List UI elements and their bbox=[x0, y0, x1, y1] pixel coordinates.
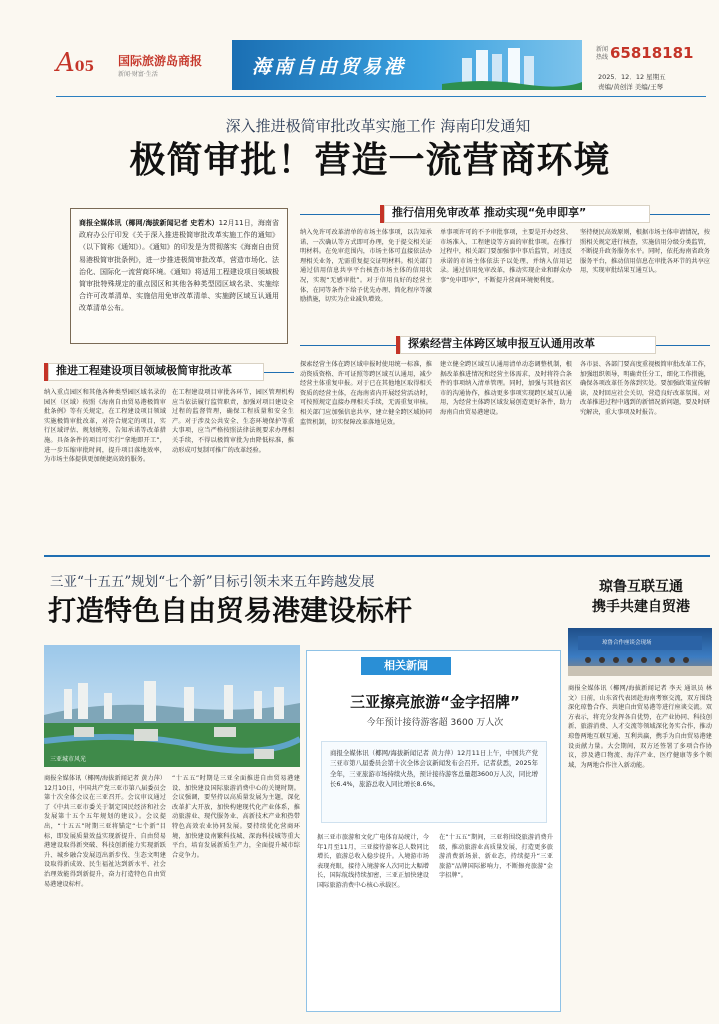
story2-col1: 商报全媒体讯（椰网/海拔新闻记者 黄力萍）12月10日，中国共产党三亚市第八届委员会第十次全体会议在三亚召开。会议审议通过了《中共三亚市委关于制定国民经济和社会发展第十五个五年规划的建议》。会议提出，“十五五”时期三亚将锚定“七个新”目标，即发展质量效益实现新提升、自由贸易港建设取得新突破、科技创新能力实现新跃升、城乡融合发展迈出新步伐、生态文明建设取得新成效、民生福祉达到新水平、社会治理效能得到新提升，奋力打造特色自由贸易港建设标杆。 bbox=[44, 775, 166, 888]
page-number-digits: 05 bbox=[74, 59, 95, 75]
paper-logo bbox=[118, 52, 228, 82]
story2-photo-label: 三亚城市风光 bbox=[50, 756, 87, 763]
story1-headline: 极简审批！营造一流营商环境 bbox=[129, 140, 611, 181]
hotline-label-1: 新闻 bbox=[596, 46, 609, 53]
story2-photo bbox=[44, 645, 300, 767]
masthead-rule bbox=[56, 96, 706, 97]
issue-date: 2025．12．12 星期五 bbox=[598, 73, 666, 81]
story1-lead-text: 12月11日，海南省政府办公厅印发《关于深入推进极简审批改革实施工作的通知》（以下简称《通知》）。《通知》的印发是为贯彻落实《海南自由贸易港极简审批条例》，进一步推进极简审批改革，营造市场化、法治化、国际化一流营商环境。《通知》将适用工程建设项目领域极简审批特殊规定的重点园区和其他各种类型园区域名录、实施综合许可改革清单、实施信用免审改革清单、实施跨区域互认通用改革清单公布。 bbox=[79, 219, 279, 313]
side-headline-2: 携手共建自贸港 bbox=[592, 599, 690, 615]
story1-subheadline: 深入推进极简审批改革实施工作 海南印发通知 bbox=[225, 117, 531, 135]
section-b-heading: 推进工程建设项目领域极简审批改革 bbox=[44, 363, 264, 381]
related-subtitle: 今年预计接待游客超 3600 万人次 bbox=[366, 718, 504, 728]
section-a-col1: 纳入免许可改革清单的市场主体事项，以告知承诺、一次确认等方式即可办理，免于提交相关证明材料。在免审范围内，市场主体可直接依法办理相关业务，无需重复提交证明材料。相关部门通过信用信息共享平台核查市场主体的信用状况，实现“无感审批”。对于信用良好的经营主体，在同等条件下给予优先办理、简化程序等激励措施，切实为企业减负增效。 bbox=[300, 229, 432, 304]
related-news-tag: 相关新闻 bbox=[361, 657, 451, 675]
hotline bbox=[596, 44, 716, 64]
section-a-heading: 推行信用免审改革 推动实现“免申即享” bbox=[380, 205, 650, 223]
story2-headline: 打造特色自由贸易港建设标杆 bbox=[48, 594, 413, 627]
city-skyline-image bbox=[44, 645, 300, 767]
story2-subheadline: 三亚“十五五”规划“七个新”目标引领未来五年跨越发展 bbox=[50, 574, 375, 590]
editors: 责编/黄创洋 美编/王琴 bbox=[598, 83, 663, 91]
side-headline-1: 琼鲁互联互通 bbox=[599, 579, 683, 595]
paper-slogan: 新闻·财富·生活 bbox=[118, 71, 158, 78]
section-b-col2: 在工程建设项目审批各环节，园区管理机构应当依法履行监管职责，加强对项目建设全过程的监督管理，确保工程质量和安全生产。对于涉及公共安全、生态环境保护等重大事项，应当严格按照法律法规要求办理相关手续，不得以极简审批为由降低标准，推动形成可复制可推广的改革经验。 bbox=[172, 389, 294, 454]
side-photo bbox=[568, 628, 712, 676]
side-photo-caption: 琼鲁合作座谈会现场 bbox=[602, 640, 652, 646]
masthead bbox=[0, 0, 719, 104]
related-news-box bbox=[306, 650, 561, 1012]
page-number bbox=[56, 48, 116, 88]
story-divider bbox=[44, 555, 710, 557]
story1-lead-box bbox=[70, 208, 288, 344]
section-a-col3: 坚持便民高效原则，根据市场主体申请情况，按照相关规定进行核查，实施信用分级分类监管，不断提升政务服务水平。同时，依托海南省政务服务平台，推动信用信息在审批各环节的共享应用，实现审批结果互通互认。 bbox=[580, 229, 710, 275]
section-b-col1: 纳入重点园区和其他各种类型园区域名录的园区（区域）按照《海南自由贸易港极简审批条例》等有关规定，在工程建设项目领域实施极简审批改革，对符合规定的项目，实行区域评估、规划统筹、告知承诺等改革措施。具备条件的项目可实行“拿地即开工”，进一步压缩审批时间，提升项目落地效率，为市场主体提供更加便捷高效的服务。 bbox=[44, 389, 166, 464]
side-text: 商报全媒体讯（椰网/海拔新闻记者 李天 通讯员 林文）日前，山东省代表团赴海南考察交流，双方围绕深化琼鲁合作、共建自由贸易港等进行座谈交流。双方表示，将充分发挥各自优势，在产业协同、科技创新、旅游消费、人才交流等领域深化务实合作，推动琼鲁两地互联互通、互利共赢，携手为自由贸易港建设贡献力量。大会期间，双方还签署了多项合作协议，涉及港口物流、海洋产业、医疗健康等多个领域，为两地合作注入新动能。 bbox=[568, 685, 712, 769]
section-c-col3: 各市县、各部门要高度重视极简审批改革工作，加强组织领导，明确责任分工，细化工作措施，确保各项改革任务落到实处。要加强政策宣传解读，及时回应社会关切，营造良好改革氛围。对改革推进过程中遇到的新情况新问题，要及时研究解决，重大事项及时报告。 bbox=[580, 361, 710, 416]
hotline-label-2: 热线 bbox=[596, 54, 609, 61]
section-a-col2: 单事项许可的不予审批事项，主要是开办经营、市场准入、工程建设等方面的审批事项。在推行过程中，相关部门要加强事中事后监管，对违反承诺的市场主体依法予以处理，并纳入信用记录。通过信用免审改革，推动实现企业和群众办事“免申即享”，不断提升营商环境便利度。 bbox=[440, 229, 572, 284]
banner bbox=[232, 40, 582, 90]
related-col2: 在“十五五”期间，三亚将围绕旅游消费升级，推动旅游业高质量发展，打造更多旅游消费新场景、新业态，持续提升“三亚旅游”品牌国际影响力，不断擦亮旅游“金字招牌”。 bbox=[439, 834, 553, 880]
section-c-col2: 建立健全跨区域互认通用清单动态调整机制，根据改革推进情况和经营主体需求，及时将符合条件的事项纳入清单管理。同时，加强与其他省区市的沟通协作，推动更多事项实现跨区域互认通用，为经营主体跨区域发展创造更好条件，助力海南自由贸易港建设。 bbox=[440, 361, 572, 416]
related-headline: 三亚擦亮旅游“金字招牌” bbox=[350, 693, 520, 711]
page-letter: A bbox=[56, 48, 75, 78]
story2-col2: “十五五”时期是三亚全面推进自由贸易港建设、加快建设国际旅游消费中心的关键时期。会议强调，要坚持以高质量发展为主题，深化改革扩大开放，加快构建现代化产业体系，推动旅游业、现代服务业、高新技术产业和热带特色高效农业协同发展。要持续优化营商环境，加快建设南繁科技城、深海科技城等重大平台，培育发展新质生产力，全面提升城市综合竞争力。 bbox=[172, 775, 300, 859]
related-lead: 商报全媒体讯（椰网/海拔新闻记者 黄力萍）12月11日上午，中国共产党三亚市第八届委员会第十次全体会议新闻发布会召开。记者获悉，2025年全年，三亚旅游市场持续火热，预计接待游客总量超3600万人次，同比增长6.4%，旅游总收入同比增长8.6%。 bbox=[321, 741, 547, 823]
meeting-photo-image bbox=[568, 628, 712, 676]
section-c-col1: 探索经营主体在跨区域申报时使用统一标准，推动资质资格、许可证照等跨区域互认通用，减少经营主体重复申报。对于已在其他地区取得相关资质的经营主体，在海南省内开展经营活动时，可按照规定直接办理相关手续，无需重复审核。相关部门应加强信息共享，建立健全跨区域协同监管机制，切实保障改革落地见效。 bbox=[300, 361, 432, 426]
related-col1: 据三亚市旅游和文化广电体育局统计，今年1月至11月，三亚接待游客总人数同比增长，旅游总收入稳步提升。入境游市场表现亮眼，接待入境游客人次同比大幅增长，国际航线持续加密，三亚正加快建设国际旅游消费中心核心承载区。 bbox=[317, 834, 429, 889]
story1-lead-byline: 商报全媒体讯（椰网/海拔新闻记者 史若木） bbox=[79, 219, 219, 227]
section-c-heading: 探索经营主体跨区域申报互认通用改革 bbox=[396, 336, 656, 354]
skyline-icon bbox=[442, 44, 582, 90]
hotline-number: 65818181 bbox=[610, 44, 694, 62]
banner-title: 海南自由贸易港 bbox=[252, 56, 407, 78]
paper-name: 国际旅游岛商报 bbox=[118, 54, 203, 68]
